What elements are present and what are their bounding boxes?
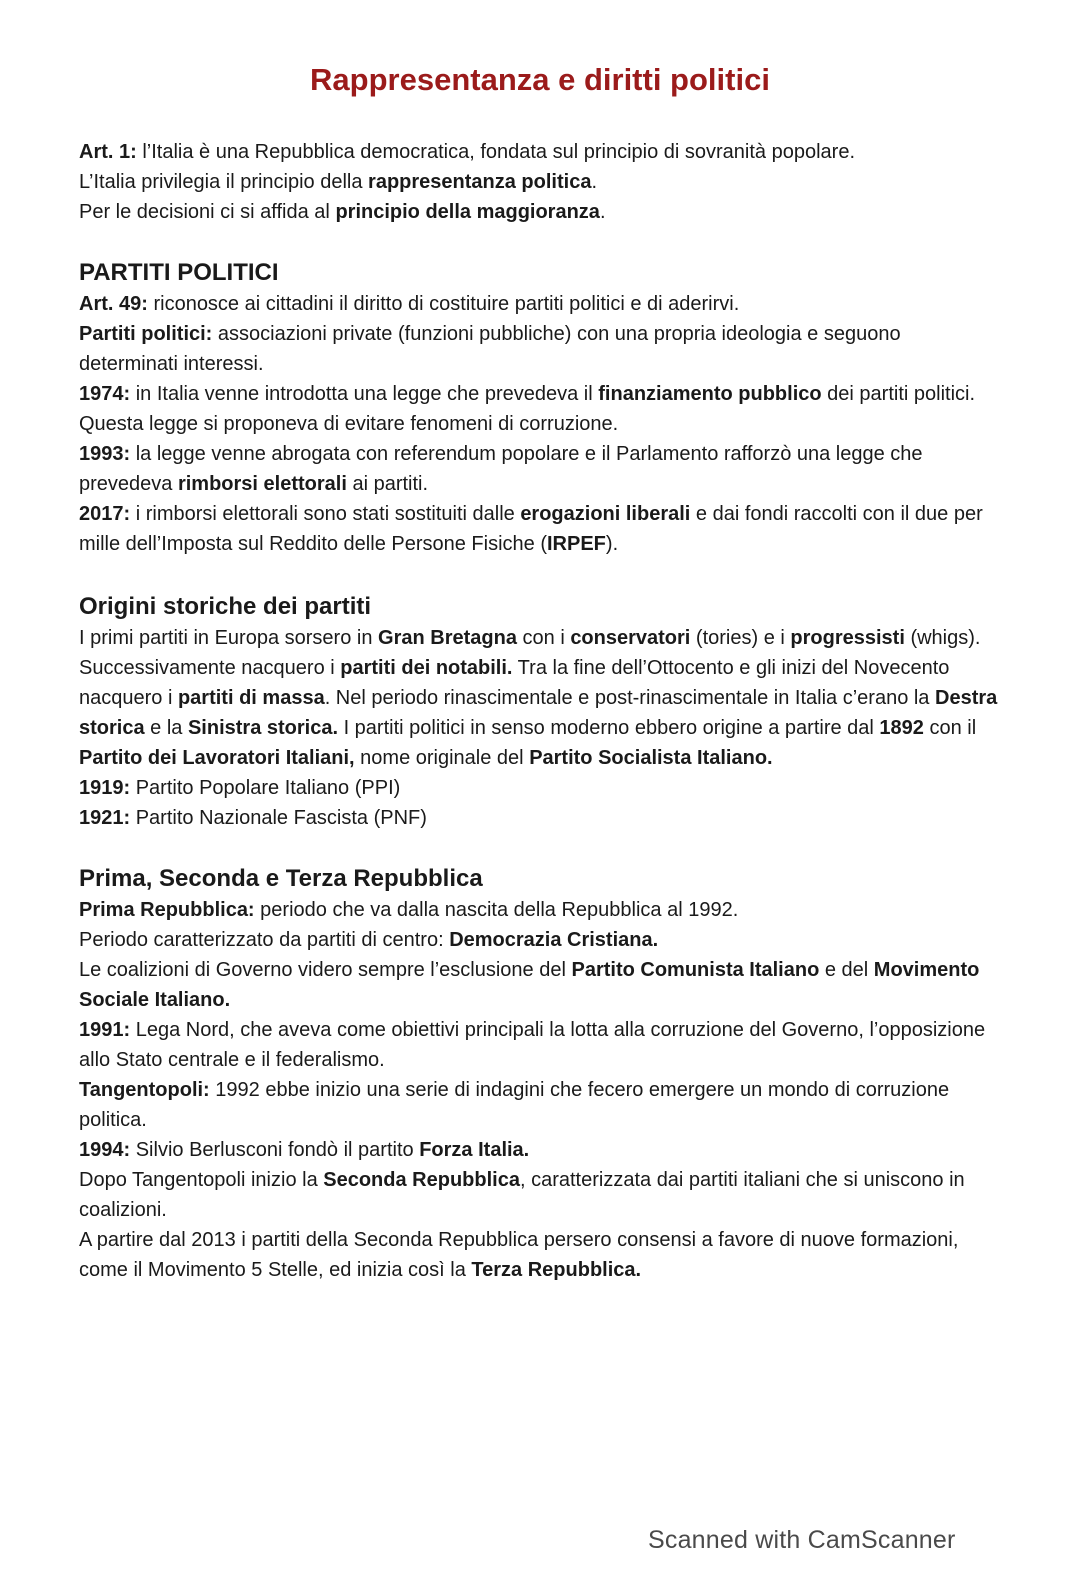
bold-term: finanziamento pubblico <box>598 383 822 405</box>
paragraph: 1991: Lega Nord, che aveva come obiettivi principali la lotta alla corruzione del Governo, l’opposizione allo Stato centrale e il federalismo. <box>79 1019 986 1071</box>
bold-term: 1994: <box>79 1139 131 1161</box>
bold-term: Partito Socialista Italiano. <box>529 747 773 769</box>
section-repubbliche <box>79 863 999 1285</box>
paragraph: 1921: Partito Nazionale Fascista (PNF) <box>79 807 427 829</box>
bold-term: partiti dei notabili. <box>340 657 513 679</box>
bold-term: 1892 <box>879 717 924 739</box>
bold-term: Movimento Sociale Italiano. <box>79 959 980 1011</box>
bold-term: 1991: <box>79 1019 131 1041</box>
section-body <box>79 895 999 1285</box>
bold-term: Art. 1: <box>79 141 137 163</box>
paragraph: Per le decisioni ci si affida al principio della maggioranza. <box>79 201 606 223</box>
bold-term: partiti di massa <box>177 687 325 709</box>
paragraph: 1919: Partito Popolare Italiano (PPI) <box>79 777 401 799</box>
paragraph: A partire dal 2013 i partiti della Seconda Repubblica persero consensi a favore di nuove formazioni, come il Movimento 5 Stelle, ed inizia così la Terza Repubblica. <box>79 1229 959 1281</box>
paragraph: 1994: Silvio Berlusconi fondò il partito Forza Italia. <box>79 1139 530 1161</box>
document-body <box>79 137 999 1285</box>
section-heading: PARTITI POLITICI <box>79 259 279 286</box>
bold-term: 1974: <box>79 383 131 405</box>
paragraph: 1993: la legge venne abrogata con referendum popolare e il Parlamento rafforzò una legge che prevedeva rimborsi elettorali ai partiti. <box>79 443 923 495</box>
section-body <box>79 289 999 559</box>
bold-term: Seconda Repubblica <box>323 1169 520 1191</box>
paragraph: L’Italia privilegia il principio della rappresentanza politica. <box>79 171 598 193</box>
bold-term: conservatori <box>570 627 691 649</box>
bold-term: Art. 49: <box>79 293 148 315</box>
paragraph: Tangentopoli: 1992 ebbe inizio una serie di indagini che fecero emergere un mondo di corruzione politica. <box>79 1079 950 1131</box>
bold-term: rappresentanza politica <box>368 171 592 193</box>
bold-term: Partito dei Lavoratori Italiani, <box>79 747 355 769</box>
paragraph: I primi partiti in Europa sorsero in Gran Bretagna con i conservatori (tories) e i progressisti (whigs). Successivamente nacquero i partiti dei notabili. Tra la fine dell’Ottocento e gli inizi del Novecento nacquero i partiti di massa. Nel periodo rinascimentale e post-rinascimentale in Italia c’erano la Destra storica e la Sinistra storica. I partiti politici in senso moderno ebbero origine a partire dal 1892 con il Partito dei Lavoratori Italiani, nome originale del Partito Socialista Italiano. <box>79 627 998 769</box>
paragraph: Art. 49: riconosce ai cittadini il diritto di costituire partiti politici e di aderirvi. <box>79 293 740 315</box>
paragraph: Le coalizioni di Governo videro sempre l’esclusione del Partito Comunista Italiano e del Movimento Sociale Italiano. <box>79 959 980 1011</box>
bold-term: 1919: <box>79 777 131 799</box>
bold-term: Partito Comunista Italiano <box>571 959 820 981</box>
bold-term: principio della maggioranza <box>335 201 600 223</box>
bold-term: progressisti <box>790 627 905 649</box>
paragraph: 1974: in Italia venne introdotta una legge che prevedeva il finanziamento pubblico dei partiti politici. Questa legge si proponeva di evitare fenomeni di corruzione. <box>79 383 976 435</box>
bold-term: Democrazia Cristiana. <box>449 929 659 951</box>
paragraph: Prima Repubblica: periodo che va dalla nascita della Repubblica al 1992. <box>79 899 739 921</box>
bold-term: Forza Italia. <box>419 1139 530 1161</box>
paragraph: Dopo Tangentopoli inizio la Seconda Repubblica, caratterizzata dai partiti italiani che si uniscono in coalizioni. <box>79 1169 965 1221</box>
paragraph: Periodo caratterizzato da partiti di centro: Democrazia Cristiana. <box>79 929 659 951</box>
bold-term: Partiti politici: <box>79 323 213 345</box>
bold-term: Tangentopoli: <box>79 1079 210 1101</box>
bold-term: Destra storica <box>79 687 998 739</box>
bold-term: Gran Bretagna <box>378 627 517 649</box>
section-heading: Origini storiche dei partiti <box>79 593 372 620</box>
paragraph: Partiti politici: associazioni private (funzioni pubbliche) con una propria ideologia e seguono determinati interessi. <box>79 323 901 375</box>
camscanner-watermark: Scanned with CamScanner <box>648 1526 956 1554</box>
bold-term: Prima Repubblica: <box>79 899 255 921</box>
bold-term: 1921: <box>79 807 131 829</box>
section-heading: Prima, Seconda e Terza Repubblica <box>79 865 483 892</box>
bold-term: Sinistra storica. <box>187 717 339 739</box>
bold-term: 1993: <box>79 443 131 465</box>
section-origini-storiche <box>79 591 999 833</box>
paragraph: Art. 1: l’Italia è una Repubblica democratica, fondata sul principio di sovranità popolare. <box>79 141 855 163</box>
bold-term: rimborsi elettorali <box>177 473 347 495</box>
bold-term: IRPEF <box>547 533 606 555</box>
bold-term: Terza Repubblica. <box>471 1259 642 1281</box>
page-title: Rappresentanza e diritti politici <box>310 62 770 97</box>
intro-block <box>79 137 999 227</box>
paragraph: 2017: i rimborsi elettorali sono stati sostituiti dalle erogazioni liberali e dai fondi raccolti con il due per mille dell’Imposta sul Reddito delle Persone Fisiche (IRPEF). <box>79 503 983 555</box>
section-body <box>79 623 999 833</box>
bold-term: 2017: <box>79 503 131 525</box>
section-partiti-politici <box>79 257 999 559</box>
bold-term: erogazioni liberali <box>520 503 691 525</box>
